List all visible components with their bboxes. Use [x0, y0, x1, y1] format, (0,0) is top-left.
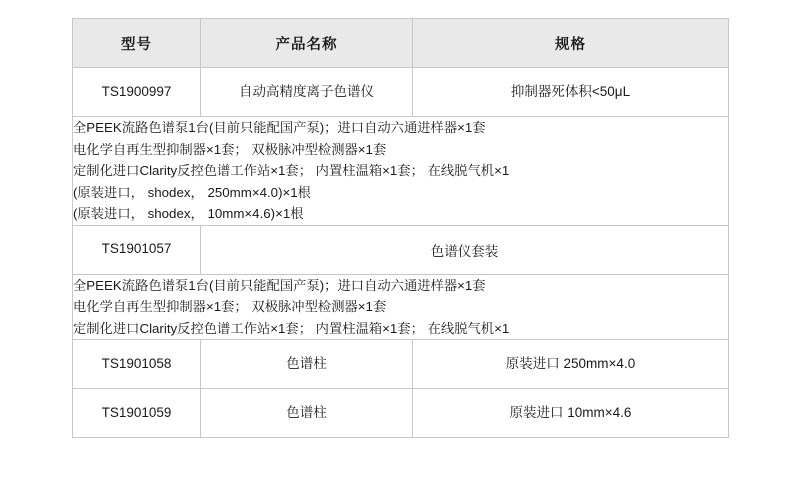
cell-spec: 原装进口 250mm×4.0: [413, 340, 729, 389]
cell-product-name: 色谱柱: [201, 389, 413, 438]
cell-product-name: 色谱柱: [201, 340, 413, 389]
description-line: 电化学自再生型抑制器×1套； 双极脉冲型检测器×1套: [73, 141, 387, 157]
cell-product-name: 自动高精度离子色谱仪: [201, 68, 413, 117]
description-line: 定制化进口Clarity反控色谱工作站×1套； 内置柱温箱×1套； 在线脱气机×1: [73, 163, 510, 179]
description-line: 定制化进口Clarity反控色谱工作站×1套； 内置柱温箱×1套； 在线脱气机×1: [73, 320, 510, 336]
cell-spec: 抑制器死体积<50μL: [413, 68, 729, 117]
description-line: 全PEEK流路色谱泵1台(目前只能配国产泵)；进口自动六通进样器×1套: [73, 277, 486, 293]
column-header-model: 型号: [73, 19, 201, 68]
cell-description: [73, 117, 729, 226]
cell-description: [73, 274, 729, 340]
cell-model: TS1901057: [73, 225, 201, 274]
cell-model: TS1901059: [73, 389, 201, 438]
table-header-row: [73, 19, 729, 68]
table-row: [73, 225, 729, 274]
column-header-product-name: 产品名称: [201, 19, 413, 68]
description-line: 电化学自再生型抑制器×1套； 双极脉冲型检测器×1套: [73, 299, 387, 315]
table-header: [73, 19, 729, 68]
column-header-spec: 规格: [413, 19, 729, 68]
table-row-description: [73, 274, 729, 340]
product-spec-table: [72, 18, 729, 438]
table-row-description: [73, 117, 729, 226]
cell-model: TS1900997: [73, 68, 201, 117]
cell-model: TS1901058: [73, 340, 201, 389]
table-row: [73, 389, 729, 438]
table-row: [73, 68, 729, 117]
description-line: 全PEEK流路色谱泵1台(目前只能配国产泵)；进口自动六通进样器×1套: [73, 120, 486, 135]
description-line: (原装进口， shodex， 10mm×4.6)×1根: [73, 206, 304, 222]
description-line: (原装进口， shodex， 250mm×4.0)×1根: [73, 184, 311, 200]
cell-spec: 原装进口 10mm×4.6: [413, 389, 729, 438]
table-body: [73, 68, 729, 438]
table-row: [73, 340, 729, 389]
cell-product-name: 色谱仪套装: [201, 225, 729, 274]
